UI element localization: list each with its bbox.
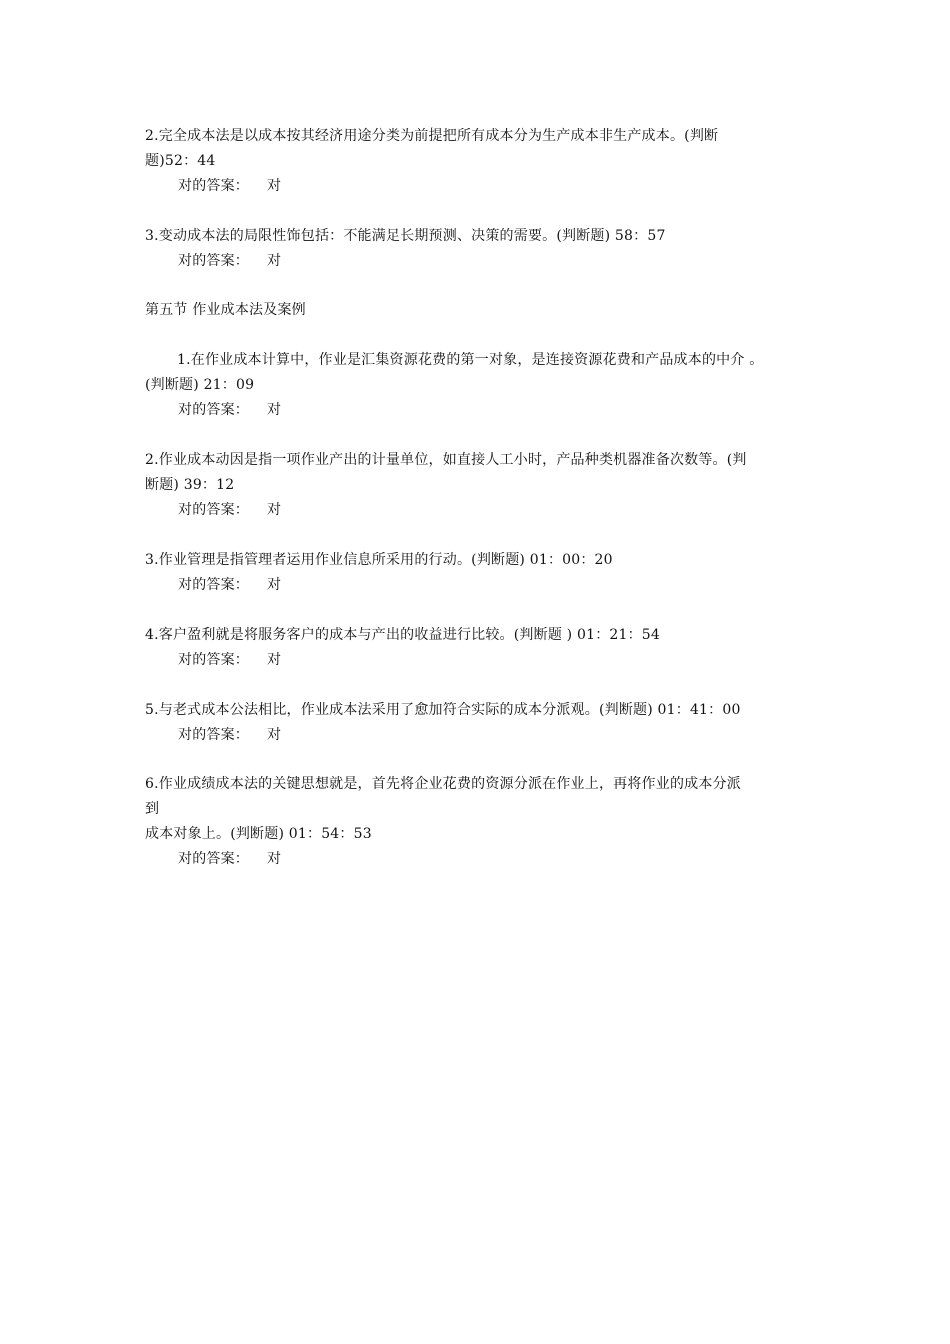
question-block xyxy=(145,698,865,748)
question-block xyxy=(145,548,865,598)
section-title: 第五节 作业成本法及案例 xyxy=(145,302,306,318)
answer-line xyxy=(145,398,865,423)
question-text-line: 到 xyxy=(145,801,160,817)
question-text-line: (判断题) 21：09 xyxy=(145,377,255,393)
answer-label: 对的答案： xyxy=(178,178,249,194)
answer-label: 对的答案： xyxy=(178,253,249,269)
answer-label: 对的答案： xyxy=(178,727,249,743)
answer-line xyxy=(145,498,865,523)
question-block xyxy=(145,124,865,199)
question-block xyxy=(145,448,865,523)
answer-value: 对 xyxy=(267,577,282,593)
answer-value: 对 xyxy=(267,402,282,418)
answer-line xyxy=(145,723,865,748)
answer-label: 对的答案： xyxy=(178,652,249,668)
question-text-line: 4.客户盈利就是将服务客户的成本与产出的收益进行比较。(判断题 ) 01：21：54 xyxy=(145,627,661,643)
question-text-line: 5.与老式成本公法相比，作业成本法采用了愈加符合实际的成本分派观。(判断题) 01：41：00 xyxy=(145,702,741,718)
question-block xyxy=(145,348,865,423)
answer-label: 对的答案： xyxy=(178,577,249,593)
question-block xyxy=(145,623,865,673)
question-text-line: 3.作业管理是指管理者运用作业信息所采用的行动。(判断题) 01：00：20 xyxy=(145,552,613,568)
answer-value: 对 xyxy=(267,851,282,867)
question-text-line: 6.作业成绩成本法的关键思想就是，首先将企业花费的资源分派在作业上，再将作业的成本分派 xyxy=(145,776,741,792)
answer-label: 对的答案： xyxy=(178,402,249,418)
question-text-line: 2.完全成本法是以成本按其经济用途分类为前提把所有成本分为生产成本非生产成本。(判断 xyxy=(145,128,719,144)
question-text-line: 成本对象上。(判断题) 01：54：53 xyxy=(145,826,372,842)
section-heading xyxy=(145,298,865,323)
question-text-line: 题)52：44 xyxy=(145,153,216,169)
answer-value: 对 xyxy=(267,727,282,743)
answer-line xyxy=(145,648,865,673)
answer-label: 对的答案： xyxy=(178,502,249,518)
answer-line xyxy=(145,174,865,199)
question-text-line: 断题) 39：12 xyxy=(145,477,235,493)
answer-line xyxy=(145,249,865,274)
answer-line xyxy=(145,847,865,872)
question-block xyxy=(145,224,865,274)
answer-value: 对 xyxy=(267,178,282,194)
question-text-line: 1.在作业成本计算中，作业是汇集资源花费的第一对象，是连接资源花费和产品成本的中介 。 xyxy=(177,352,764,368)
question-text-line: 2.作业成本动因是指一项作业产出的计量单位，如直接人工小时，产品种类机器准备次数等。(判 xyxy=(145,452,747,468)
answer-value: 对 xyxy=(267,502,282,518)
answer-value: 对 xyxy=(267,652,282,668)
question-block xyxy=(145,772,865,872)
answer-value: 对 xyxy=(267,253,282,269)
answer-line xyxy=(145,573,865,598)
question-text-line: 3.变动成本法的局限性饰包括：不能满足长期预测、决策的需要。(判断题) 58：57 xyxy=(145,228,666,244)
answer-label: 对的答案： xyxy=(178,851,249,867)
